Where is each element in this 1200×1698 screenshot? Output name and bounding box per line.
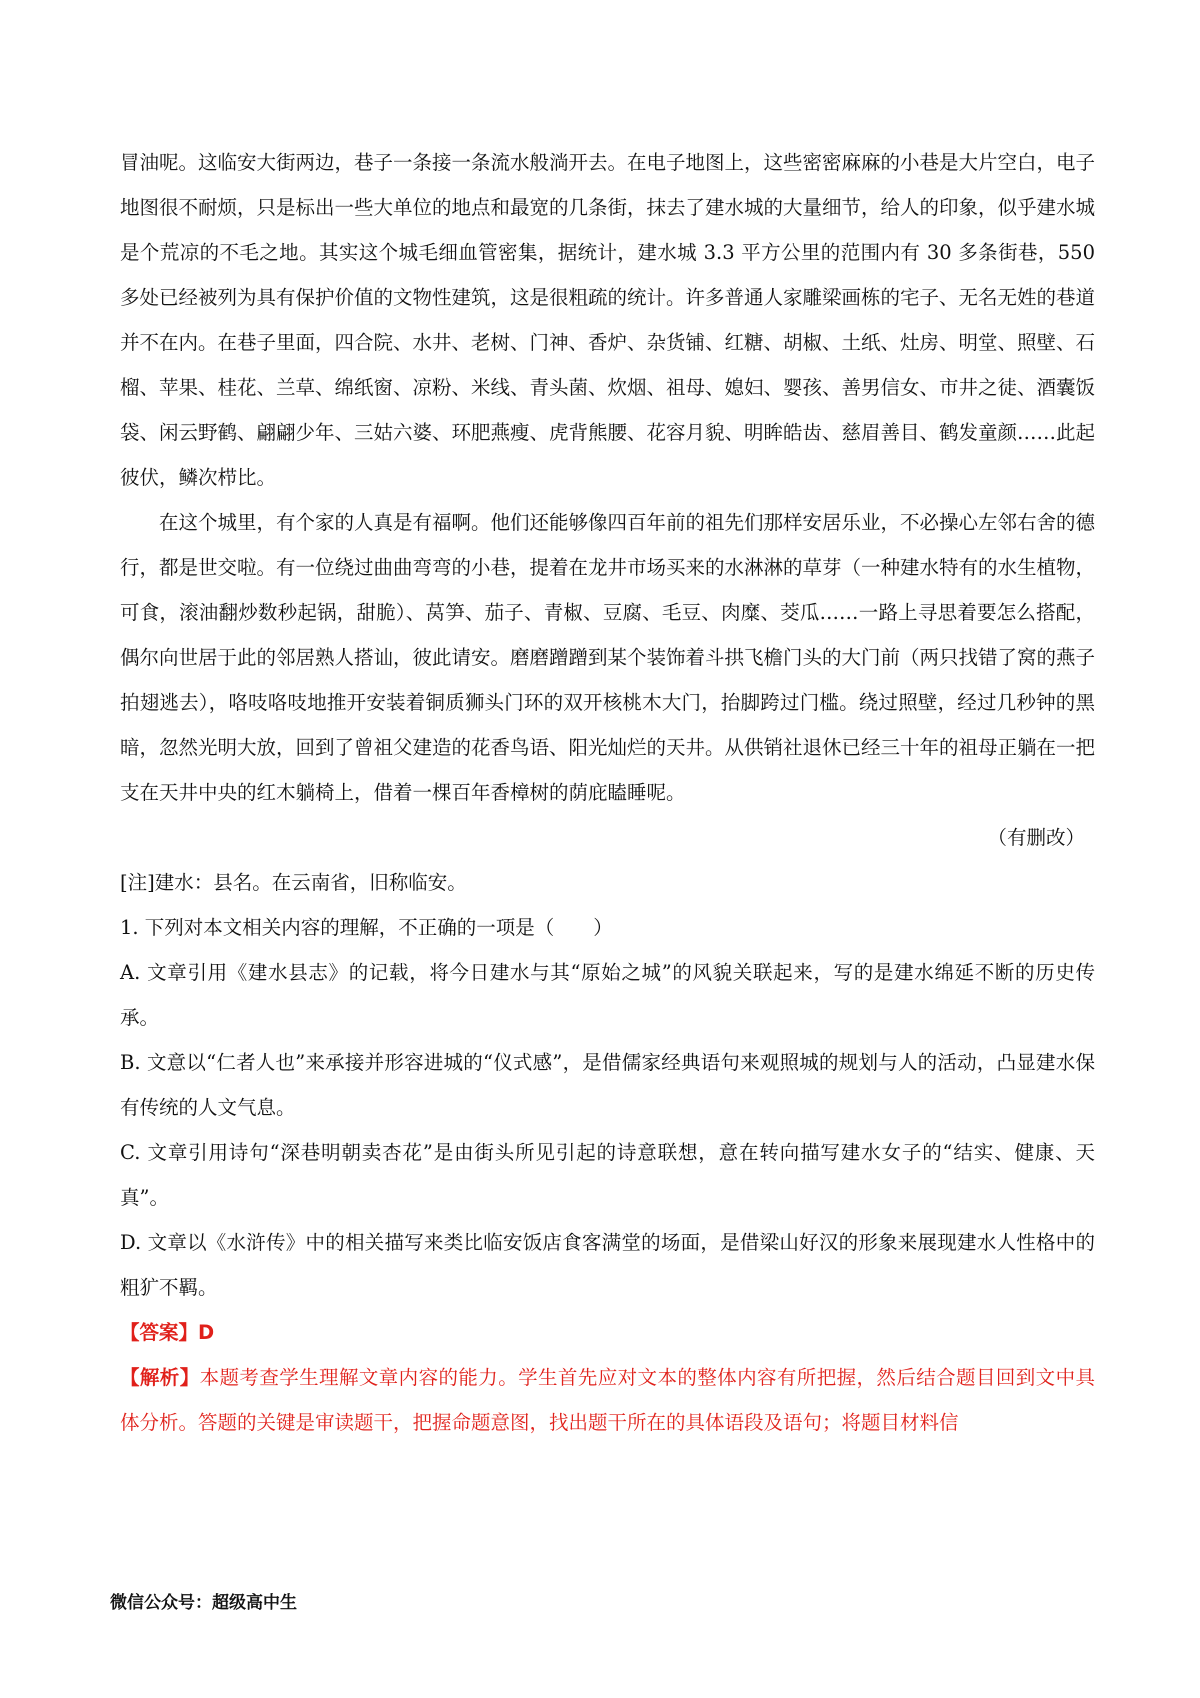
answer-line [120, 1310, 1095, 1355]
option-c: C. 文章引用诗句“深巷明朝卖杏花”是由街头所见引起的诗意联想，意在转向描写建水女子的“结实、健康、天真”。 [120, 1141, 1095, 1209]
analysis-paragraph [120, 1355, 1095, 1445]
source-note: （有删改） [987, 826, 1085, 849]
option-a: A. 文章引用《建水县志》的记载，将今日建水与其“原始之城”的风貌关联起来，写的是建水绵延不断的历史传承。 [120, 961, 1095, 1029]
option-d: D. 文章以《水浒传》中的相关描写来类比临安饭店食客满堂的场面，是借梁山好汉的形象来展现建水人性格中的粗犷不羁。 [120, 1231, 1095, 1299]
footer-wechat: 微信公众号：超级高中生 [110, 1593, 297, 1613]
question-stem: 1. 下列对本文相关内容的理解，不正确的一项是（ ） [120, 916, 613, 939]
document-page [120, 140, 1095, 1445]
answer-tag: 【答案】 [120, 1321, 199, 1344]
option-b: B. 文意以“仁者人也”来承接并形容进城的“仪式感”，是借儒家经典语句来观照城的规划与人的活动，凸显建水保有传统的人文气息。 [120, 1051, 1095, 1119]
passage-paragraph-2: 在这个城里，有个家的人真是有福啊。他们还能够像四百年前的祖先们那样安居乐业，不必操心左邻右舍的德行，都是世交啦。有一位绕过曲曲弯弯的小巷，提着在龙井市场买来的水淋淋的草芽（一种建水特有的水生植物，可食，滚油翻炒数秒起锅，甜脆）、莴笋、茄子、青椒、豆腐、毛豆、肉糜、茭瓜……一路上寻思着要怎么搭配，偶尔向世居于此的邻居熟人搭讪，彼此请安。磨磨蹭蹭到某个装饰着斗拱飞檐门头的大门前（两只找错了窝的燕子拍翅逃去），咯吱咯吱地推开安装着铜质狮头门环的双开核桃木大门，抬脚跨过门槛。绕过照壁，经过几秒钟的黑暗，忽然光明大放，回到了曾祖父建造的花香鸟语、阳光灿烂的天井。从供销社退休已经三十年的祖母正躺在一把支在天井中央的红木躺椅上，借着一棵百年香樟树的荫庇瞌睡呢。 [120, 511, 1096, 804]
analysis-tag: 【解析】 [120, 1366, 200, 1389]
answer-value: D [198, 1321, 215, 1344]
analysis-text: 本题考查学生理解文章内容的能力。学生首先应对文本的整体内容有所把握，然后结合题目回到文中具体分析。答题的关键是审读题干，把握命题意图，找出题干所在的具体语段及语句；将题目材料信 [120, 1366, 1095, 1434]
passage-paragraph-1: 冒油呢。这临安大街两边，巷子一条接一条流水般淌开去。在电子地图上，这些密密麻麻的小巷是大片空白，电子地图很不耐烦，只是标出一些大单位的地点和最宽的几条街，抹去了建水城的大量细节，给人的印象，似乎建水城是个荒凉的不毛之地。其实这个城毛细血管密集，据统计，建水城 3.3 平方公里的范围内有 30 多条街巷，550 多处已经被列为具有保护价值的文物性建筑，这是很粗疏的统计。许多普通人家雕梁画栋的宅子、无名无姓的巷道并不在内。在巷子里面，四合院、水井、老树、门神、香炉、杂货铺、红糖、胡椒、土纸、灶房、明堂、照壁、石榴、苹果、桂花、兰草、绵纸窗、凉粉、米线、青头菌、炊烟、祖母、媳妇、婴孩、善男信女、市井之徒、酒囊饭袋、闲云野鹤、翩翩少年、三姑六婆、环肥燕瘦、虎背熊腰、花容月貌、明眸皓齿、慈眉善目、鹤发童颜……此起彼伏，鳞次栉比。 [120, 151, 1096, 489]
annotation-note: [注]建水：县名。在云南省，旧称临安。 [120, 871, 467, 894]
